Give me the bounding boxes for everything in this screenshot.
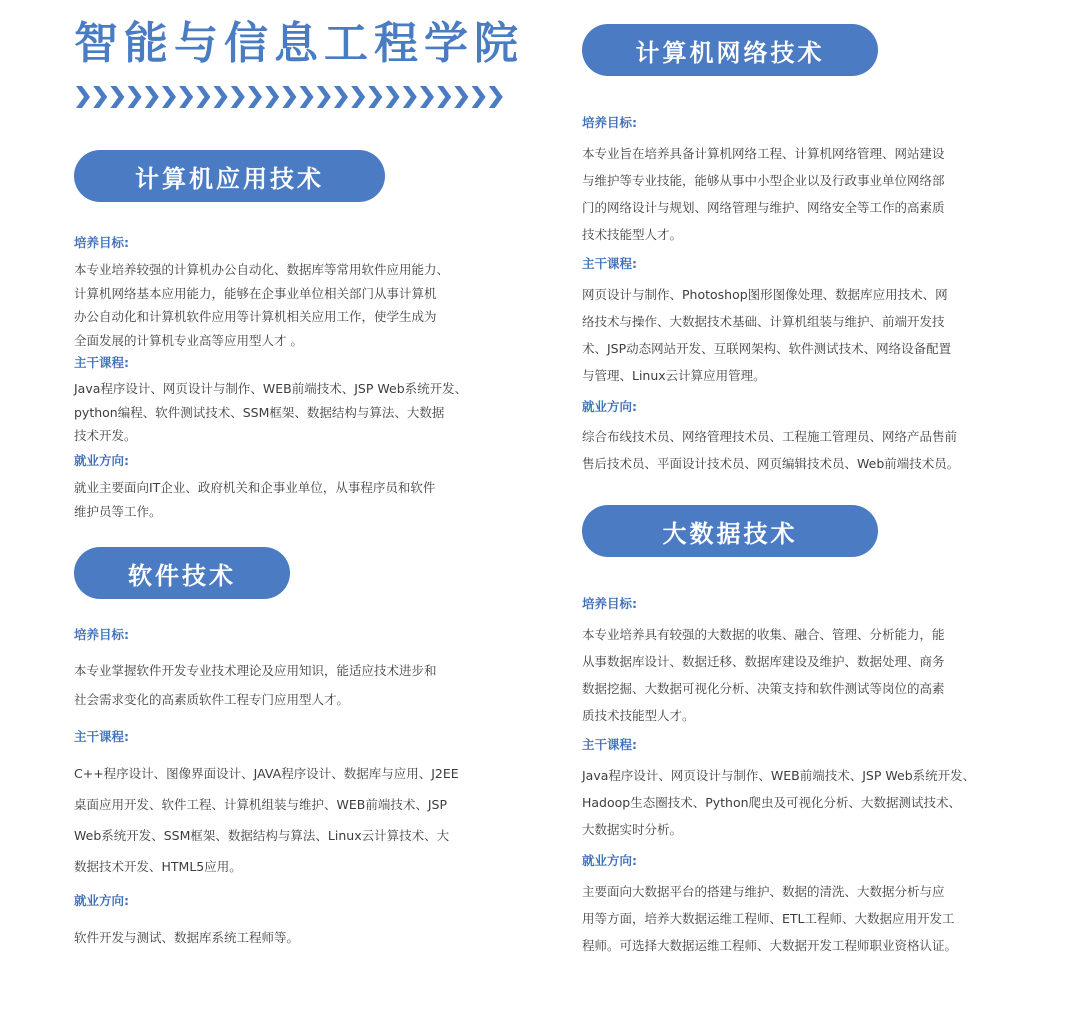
chevron-divider-icon — [74, 84, 510, 110]
jobs-label: 就业方向: — [582, 399, 637, 414]
college-title: 智能与信息工程学院 — [74, 18, 524, 69]
jobs-label: 就业方向: — [74, 453, 129, 468]
courses-label: 主干课程: — [74, 355, 129, 370]
courses-text: Java程序设计、网页设计与制作、WEB前端技术、JSP Web系统开发、 Hadoop生态圈技术、Python爬虫及可视化分析、大数据测试技术、 大数据实时分析。 — [582, 768, 976, 837]
courses-text: 网页设计与制作、Photoshop图形图像处理、数据库应用技术、网 络技术与操作、大数据技术基础、计算机组装与维护、前端开发技 术、JSP动态网站开发、互联网架构、软件测试技术、网络设备配置 与管理、Linux云计算应用管理。 — [582, 287, 952, 383]
courses-label: 主干课程: — [582, 737, 637, 752]
goal-text: 本专业培养较强的计算机办公自动化、数据库等常用软件应用能力、 计算机网络基本应用能力，能够在企事业单位相关部门从事计算机 办公自动化和计算机软件应用等计算机相关应用工作，使学生成为 全面发展的计算机专业高等应用型人才 。 — [74, 262, 450, 348]
jobs-label: 就业方向: — [74, 893, 129, 908]
jobs-label: 就业方向: — [582, 853, 637, 868]
jobs-text: 就业主要面向IT企业、政府机关和企事业单位，从事程序员和软件 维护员等工作。 — [74, 480, 436, 519]
goal-text: 本专业掌握软件开发专业技术理论及应用知识，能适应技术进步和 社会需求变化的高素质软件工程专门应用型人才。 — [74, 663, 437, 707]
courses-label: 主干课程: — [74, 729, 129, 744]
major-title-computer-application: 计算机应用技术 — [74, 150, 385, 202]
courses-text: C++程序设计、图像界面设计、JAVA程序设计、数据库与应用、J2EE 桌面应用开发、软件工程、计算机组装与维护、WEB前端技术、JSP Web系统开发、SSM框架、数据结构与算法、Linux云计算技术、大 数据技术开发、HTML5应用。 — [74, 766, 459, 874]
major-title-big-data: 大数据技术 — [582, 505, 878, 557]
courses-label: 主干课程: — [582, 256, 637, 271]
goal-label: 培养目标: — [74, 627, 129, 642]
major-title-software: 软件技术 — [74, 547, 290, 599]
goal-text: 本专业旨在培养具备计算机网络工程、计算机网络管理、网站建设 与维护等专业技能，能够从事中小型企业以及行政事业单位网络部 门的网络设计与规划、网络管理与维护、网络安全等工作的高素质 技术技能型人才。 — [582, 146, 945, 242]
jobs-text: 主要面向大数据平台的搭建与维护、数据的清洗、大数据分析与应 用等方面，培养大数据运维工程师、ETL工程师、大数据应用开发工 程师。可选择大数据运维工程师、大数据开发工程师职业资格认证。 — [582, 884, 958, 953]
goal-label: 培养目标: — [582, 596, 637, 611]
jobs-text: 软件开发与测试、数据库系统工程师等。 — [74, 930, 300, 945]
goal-label: 培养目标: — [74, 235, 129, 250]
major-title-network: 计算机网络技术 — [582, 24, 878, 76]
goal-text: 本专业培养具有较强的大数据的收集、融合、管理、分析能力，能 从事数据库设计、数据迁移、数据库建设及维护、数据处理、商务 数据挖掘、大数据可视化分析、决策支持和软件测试等岗位的高素 质技术技能型人才。 — [582, 627, 945, 723]
jobs-text: 综合布线技术员、网络管理技术员、工程施工管理员、网络产品售前 售后技术员、平面设计技术员、网页编辑技术员、Web前端技术员。 — [582, 429, 960, 471]
goal-label: 培养目标: — [582, 115, 637, 130]
courses-text: Java程序设计、网页设计与制作、WEB前端技术、JSP Web系统开发、 python编程、软件测试技术、SSM框架、数据结构与算法、大数据 技术开发。 — [74, 381, 468, 443]
